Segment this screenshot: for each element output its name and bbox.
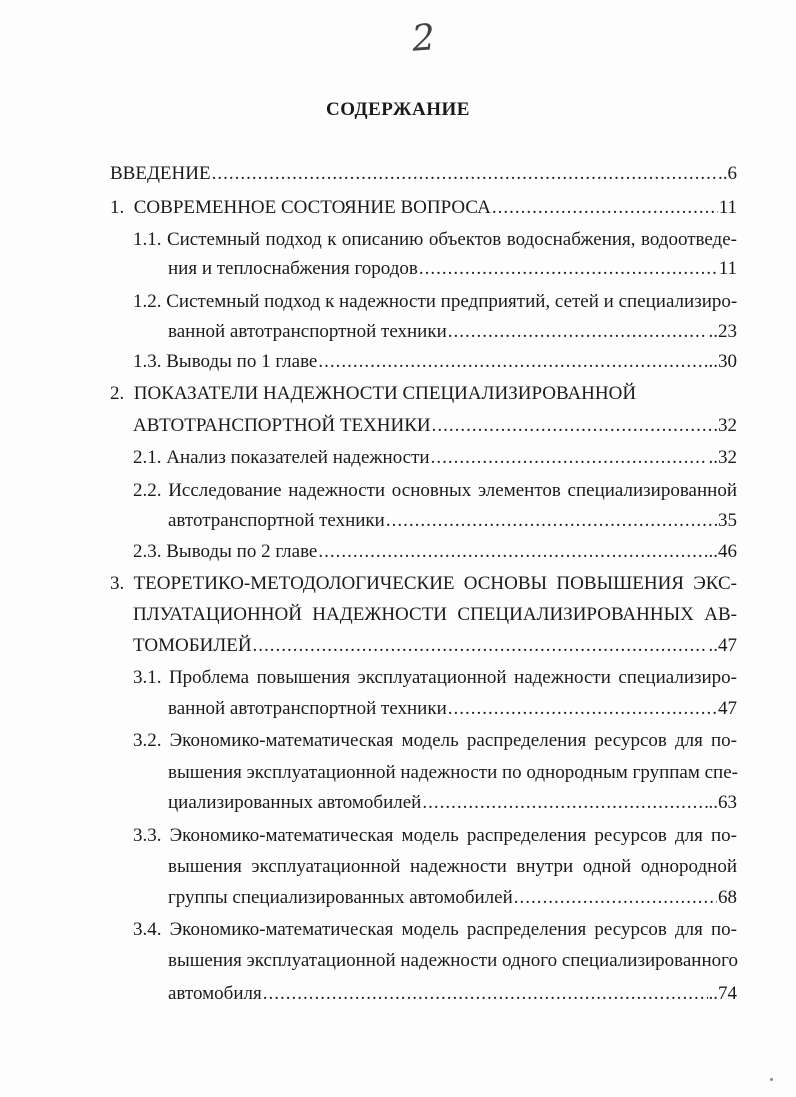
leader-dots	[253, 634, 708, 658]
toc-page: ...30	[703, 351, 737, 372]
toc-entry-1-1-line-1: 1.1. Системный подход к описанию объектов водоснабжения, водоотведе-	[133, 229, 737, 250]
leader-dots	[448, 697, 717, 721]
leader-dots	[422, 791, 707, 815]
toc-entry-3-3-line-1: 3.3. Экономико-математическая модель распределения ресурсов для по-	[133, 825, 737, 846]
toc-entry-chapter-2-line-1	[110, 382, 636, 406]
toc-entry-3-3-line-2: вышения эксплуатационной надежности внутри одной однородной	[168, 856, 737, 877]
toc-label: ванной автотранспортной техники	[168, 321, 447, 342]
toc-entry-3-4-line-3	[168, 982, 737, 1006]
toc-entry-3-3-line-3	[168, 886, 737, 910]
leader-dots	[212, 162, 717, 186]
toc-entry-2-1	[133, 446, 737, 470]
toc-label: 2.1. Анализ показателей надежности	[133, 447, 430, 468]
toc-page: 35	[718, 510, 737, 531]
toc-page: 32	[718, 415, 737, 436]
leader-dots	[419, 257, 718, 281]
toc-label: автомобиля	[168, 983, 262, 1004]
toc-entry-chapter-1	[110, 196, 737, 220]
leader-dots	[318, 350, 702, 374]
leader-dots	[448, 320, 708, 344]
toc-label: ТОМОБИЛЕЙ	[133, 635, 252, 656]
toc-label: 1.3. Выводы по 1 главе	[133, 351, 318, 372]
toc-label: АВТОТРАНСПОРТНОЙ ТЕХНИКИ	[133, 415, 431, 436]
toc-entry-chapter-2-line-2	[133, 414, 737, 438]
toc-label: 2.3. Выводы по 2 главе	[133, 541, 318, 562]
handwritten-page-number: 2	[410, 17, 437, 60]
toc-entry-3-4-line-2: вышения эксплуатационной надежности одного специализированного	[168, 950, 738, 971]
toc-label: ВВЕДЕНИЕ	[110, 163, 211, 184]
toc-entry-intro	[110, 162, 737, 186]
toc-entry-3-1-line-2	[168, 697, 737, 721]
leader-dots	[263, 982, 708, 1006]
toc-label: 2. ПОКАЗАТЕЛИ НАДЕЖНОСТИ СПЕЦИАЛИЗИРОВАННОЙ	[110, 383, 637, 404]
toc-entry-1-3	[133, 350, 737, 374]
toc-entry-3-2-line-1: 3.2. Экономико-математическая модель распределения ресурсов для по-	[133, 730, 737, 751]
leader-dots	[492, 196, 718, 220]
toc-page: 47	[718, 698, 737, 719]
toc-page: ..63	[708, 792, 737, 813]
toc-entry-3-2-line-3	[168, 791, 737, 815]
toc-entry-2-2-line-2	[168, 509, 737, 533]
toc-label: 1. СОВРЕМЕННОЕ СОСТОЯНИЕ ВОПРОСА	[110, 197, 491, 218]
toc-entry-3-4-line-1: 3.4. Экономико-математическая модель распределения ресурсов для по-	[133, 919, 737, 940]
leader-dots	[514, 886, 717, 910]
toc-page: 11	[718, 197, 737, 218]
toc-label: циализированных автомобилей	[168, 792, 422, 813]
toc-entry-chapter-3-line-3	[133, 634, 737, 658]
toc-entry-1-2-line-2	[168, 320, 737, 344]
toc-entry-3-2-line-2: вышения эксплуатационной надежности по однородным группам спе-	[168, 762, 738, 783]
toc-page: ..6	[718, 163, 737, 184]
toc-entry-2-2-line-1: 2.2. Исследование надежности основных элементов специализированной	[133, 480, 737, 501]
toc-page: ..23	[708, 321, 737, 342]
toc-label: группы специализированных автомобилей	[168, 887, 513, 908]
toc-label: ванной автотранспортной техники	[168, 698, 447, 719]
page-title: СОДЕРЖАНИЕ	[326, 99, 470, 120]
leader-dots	[318, 540, 702, 564]
leader-dots	[432, 414, 717, 438]
toc-page: ...46	[703, 541, 737, 562]
toc-page: ..74	[708, 983, 737, 1004]
toc-entry-1-2-line-1: 1.2. Системный подход к надежности предприятий, сетей и специализиро-	[133, 291, 738, 312]
toc-page: 68	[718, 887, 737, 908]
toc-label: ния и теплоснабжения городов	[168, 258, 418, 279]
toc-entry-chapter-3-line-1: 3. ТЕОРЕТИКО-МЕТОДОЛОГИЧЕСКИЕ ОСНОВЫ ПОВЫШЕНИЯ ЭКС-	[110, 573, 737, 594]
toc-page: ..32	[708, 447, 737, 468]
scan-artifact-dot	[770, 1078, 773, 1081]
toc-label: автотранспортной техники	[168, 510, 385, 531]
leader-dots	[386, 509, 717, 533]
toc-entry-2-3	[133, 540, 737, 564]
toc-entry-3-1-line-1: 3.1. Проблема повышения эксплуатационной надежности специализиро-	[133, 667, 737, 688]
toc-entry-1-1-line-2	[168, 257, 737, 281]
leader-dots	[431, 446, 708, 470]
toc-page: 11	[718, 258, 737, 279]
toc-entry-chapter-3-line-2: ПЛУАТАЦИОННОЙ НАДЕЖНОСТИ СПЕЦИАЛИЗИРОВАННЫХ АВ-	[133, 604, 737, 625]
toc-page: ..47	[708, 635, 737, 656]
